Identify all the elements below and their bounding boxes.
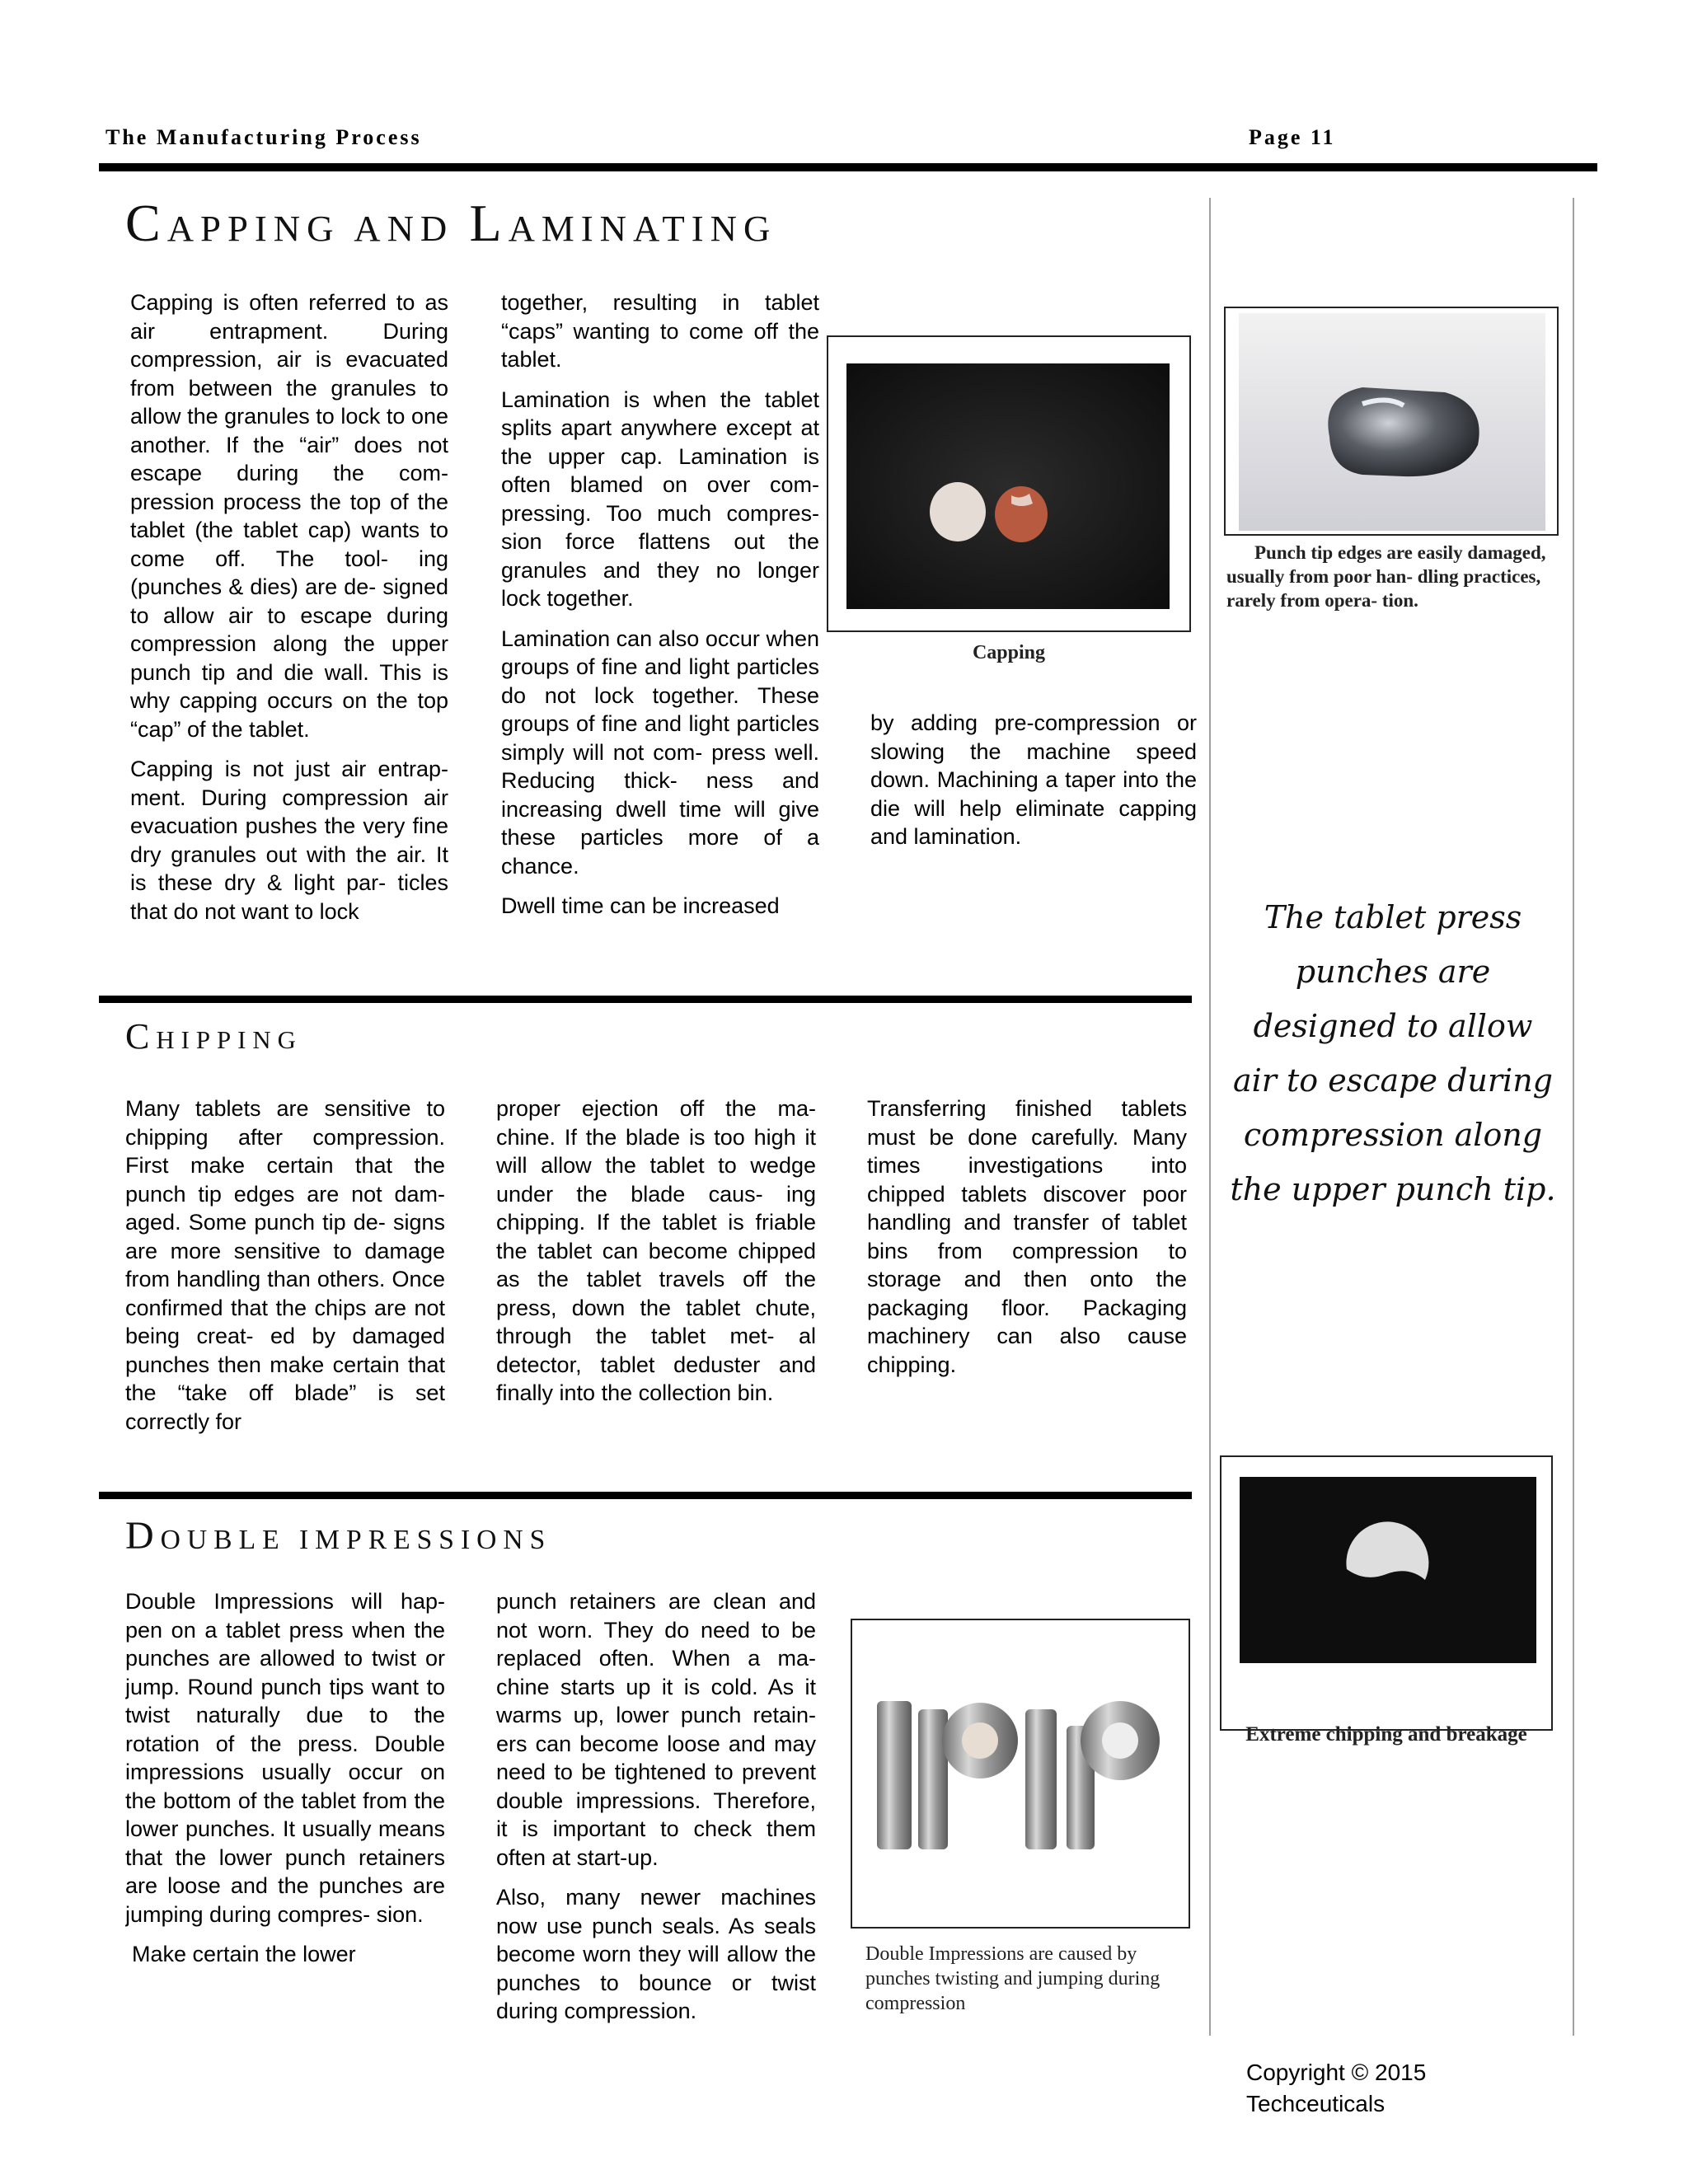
double-impressions-section-rule (99, 1492, 1192, 1499)
chipping-section-title: CHIPPING (125, 1016, 302, 1057)
chipping-column-3 (867, 1094, 1187, 1391)
capping-image-frame (827, 335, 1191, 632)
capping-column-2 (501, 288, 819, 997)
capping-tablets-image (846, 363, 1170, 609)
paragraph: punch retainers are clean and not worn. They do need to be replaced often. When a ma- chine starts up it is cold. As it warms up, lower punch retain- ers can become loose and may need to be tightened to prevent double impressions. Therefore, it is important to check them often at start-up. (496, 1589, 816, 1870)
paragraph: Also, many newer machines now use punch seals. As seals become worn they will allow the punches to bounce or twist during compression. (496, 1885, 816, 2023)
paragraph: by adding pre-compression or slowing the machine speed down. Machining a taper into the die will help eliminate capping and lamination. (870, 710, 1197, 849)
header-rule (99, 163, 1597, 171)
copyright-notice: Copyright © 2015 Techceuticals (1246, 2060, 1427, 2116)
punch-tip-caption: Punch tip edges are easily damaged, usually from poor han- dling practices, rarely from opera- tion. (1226, 542, 1546, 611)
sidebar-right-divider (1573, 198, 1574, 2036)
paragraph: Double Impressions will hap- pen on a tablet press when the punches are allowed to twist or jump. Round punch tips want to twist naturally due to the rotation of the press. Double impressions usually occur on the bottom of the tablet from the lower punches. It usually means that the lower punch retainers are loose and the punches are jumping during compres- sion. (125, 1589, 445, 1927)
chipping-column-2 (496, 1094, 816, 1441)
page-number: Page 11 (1249, 125, 1336, 149)
paragraph: Dwell time can be increased (501, 893, 780, 918)
pull-quote: The tablet press punches are designed to allow air to escape during compression along the upper punch tip. (1230, 899, 1556, 1207)
running-header-title: The Manufacturing Process (106, 125, 422, 149)
chipping-section-rule (99, 996, 1192, 1003)
paragraph: together, resulting in tablet “caps” wanting to come off the tablet. (501, 290, 819, 372)
paragraph: Make certain the lower (132, 1942, 356, 1966)
punches-image-caption: Double Impressions are caused by punches twisting and jumping during compression (865, 1943, 1160, 2014)
capping-image-caption: Capping (972, 642, 1046, 663)
paragraph: Many tablets are sensitive to chipping after compression. First make certain that the punch tip edges are not dam- aged. Some punch tip de- signs are more sensitive to damage from handling than others. Once confirmed that the chips are not being creat- ed by damaged punches then make certain that the “take off blade” is set correctly for (125, 1096, 445, 1434)
punch-tip-image-frame (1224, 307, 1559, 536)
chipped-tablet-image (1240, 1477, 1536, 1663)
sidebar-left-divider (1209, 198, 1211, 2036)
punch-tip-image (1239, 313, 1545, 531)
punches-image-frame (851, 1619, 1190, 1929)
chipping-column-1 (125, 1094, 445, 1465)
double-impressions-column-2 (496, 1587, 816, 2061)
paragraph: proper ejection off the ma- chine. If the blade is too high it will allow the tablet to wedge under the blade caus- ing chipping. If the tablet is friable the tablet can become chipped as the tablet travels off the press, down the tablet chute, through the tablet met- al detector, tablet deduster and finally into the collection bin. (496, 1096, 816, 1405)
capping-section-title: CAPPING AND LAMINATING (125, 194, 777, 252)
capping-column-1 (130, 288, 448, 999)
paragraph: Transferring finished tablets must be done carefully. Many times investigations into chipped tablets discover poor handling and transfer of tablet bins from compression to storage and then onto the packaging floor. Packaging machinery can also cause chipping. (867, 1096, 1187, 1377)
chipping-image-caption: Extreme chipping and breakage (1245, 1723, 1527, 1746)
paragraph: Lamination is when the tablet splits apart anywhere except at the upper cap. Lamination is often blamed on over com- pressing. Too much compres- sion force flattens out the granules and they no longer lock together. (501, 387, 819, 611)
paragraph: Lamination can also occur when groups of fine and light particles do not lock together. These groups of fine and light particles simply will not com- press well. Reducing thick- ness and increasing dwell time will give these particles more of a chance. (501, 626, 819, 879)
chipping-image-frame (1220, 1455, 1553, 1731)
paragraph: Capping is often referred to as air entrapment. During compression, air is evacuated from between the granules to allow the granules to lock to one another. If the “air” does not escape during the com- pression process the top of the tablet (the tablet cap) wants to come off. The tool- ing (punches & dies) are de- signed to allow air to escape during compression along the upper punch tip and die wall. This is why capping occurs on the top “cap” of the tablet. (130, 290, 448, 742)
double-impressions-column-1 (125, 1587, 445, 2024)
capping-column-3 (870, 709, 1197, 890)
punches-image (869, 1693, 1175, 1858)
paragraph: Capping is not just air entrap- ment. During compression air evacuation pushes the very fine dry granules out with the air. It is these dry & light par- ticles that do not want to lock (130, 757, 448, 924)
double-impressions-section-title: DOUBLE IMPRESSIONS (125, 1514, 552, 1558)
